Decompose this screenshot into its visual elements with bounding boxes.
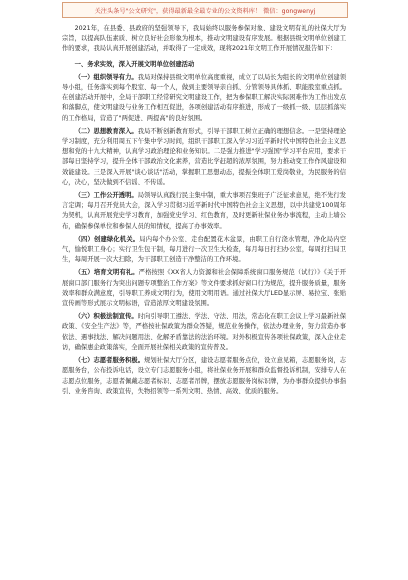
- item-paragraph-4: [62, 235, 346, 266]
- promo-banner[interactable]: [62, 2, 348, 18]
- intro-paragraph: 2021年，在县委、县政府的坚强领导下，我局始终以服务参保对象、建设文明有礼的社保大厅为宗旨，以提高队伍素质、树立良好社会形象为根本，推动文明建设有序发展。根据县级文明单位创建工作的要求，我局认真开展创建活动，并取得了一定成效，现将2021年文明工作开展情况报告如下：: [62, 25, 346, 53]
- item-heading-2: （二）思想教育深入。: [74, 127, 138, 135]
- item-heading-1: （一）组织领导有力。: [74, 73, 138, 81]
- item-heading-4: （四）创建绿化机关。: [74, 235, 140, 243]
- item-paragraph-6: [62, 312, 346, 353]
- item-body-2: 我局不断创新教育形式，引导干部职工树立正确的理想信念。一是坚持理论学习制度，充分利用周五下午集中学习时间，组织干部职工深入学习习近平新时代中国特色社会主义思想和党的十九大精神，认真学习政治理论和业务知识。二是强力推进"学习强国"学习平台应用，要求干部每日坚持学习，提升全体干部政治文化素养，营造比学赶超的浓厚氛围，努力推动变工作作风建设和效能建设。三是深入开展"谈心谈话"活动，掌握职工思想动态，提振全体职工爱岗敬业，为民服务的信心，决心，坚决做到不信谣、不传谣。: [62, 127, 347, 186]
- section-heading-1: 一、务求实效，深入开展文明单位创建活动: [74, 60, 195, 68]
- item-heading-3: （三）工作公开透明。: [74, 192, 138, 200]
- item-body-6: 时向引导职工遵法、学法、守法、用法，常态化在职工会议上学习最新社保政策、《安全生产法》等，严格按社保政策为群众答疑，规范业务操作，依法办理业务，努力营造办事依法、遇事找法、解决问题用法、化解矛盾靠法的法治环境。对外积极宣传各项社保政策，深入企业走访，确保惠企政策落实，全面开展社保相关政策的宣传普及。: [62, 313, 347, 351]
- item-paragraph-2: [62, 127, 346, 188]
- item-body-4: 局内每个办公室、走台配置花木盆景，由职工自行浇水管理，净化局内空气，愉悦职工身心；实行卫生包干制，每月进行一次卫生大检查，每月每日打扫办公室，每周打扫局卫生，每周开展一次大扫除，为干部职工创造干净整洁的工作环境。: [62, 235, 347, 264]
- item-heading-5: （五）培育文明有礼。: [74, 269, 139, 277]
- document-body: [62, 24, 346, 397]
- item-paragraph-3: [62, 191, 346, 232]
- item-paragraph-5: [62, 268, 346, 309]
- item-heading-7: （七）志愿者服务积极。: [74, 357, 145, 365]
- item-paragraph-7: [62, 356, 346, 397]
- item-body-5: 严格按照《XX省人力资源和社会保障系统窗口服务规范（试行）》《关于开展窗口部门服务行为突出问题专项整治工作方案》等文件要求抓好窗口行为规范，提升服务质量，服务效率和群众满意度，引导职工养成文明行为，使用文明用语。通过社保大厅LED显示屏、易拉宝、张贴宣传画等形式展示文明标语，营造浓厚文明建设氛围。: [62, 269, 347, 308]
- item-paragraph-1: [62, 73, 346, 124]
- promo-banner-text: 关注头条号"公文研究"，获得最新最全最专业的公文资料库！ 微信：gongwenyj: [94, 7, 316, 15]
- item-heading-6: （六）积极法制宣传。: [74, 313, 138, 321]
- item-body-3: 局领导认真践行民主集中制，重大事项召集班子广泛征求意见，绝不先行发言定调；每月召开党员大会，深入学习贯彻习近平新时代中国特色社会主义思想，以中共建党100周年为契机，认真开展党史学习教育，加强党史学习、红色教育，及时更新社保业务办事流程，主动上墙公布，确保参保单位和参保人员的知情权，提高了办事效率。: [62, 192, 347, 230]
- item-body-1: 我局对保持县级文明单位高度重视，成立了以局长为组长的文明单位创建领导小组，任务落实到每个股室、每一个人，做到主要领导亲自抓、分管领导具体抓、职能股室重点抓。在创建活动开展中，全局干部职工经常研究文明建设工作，把为参保职工解决实际困难作为工作出发点和落脚点，使文明建设与业务工作相互促进，各项创建活动有序推进，形成了一级抓一级、层层抓落实的工作格局，营造了"两促进、两提高"的良好氛围。: [62, 73, 347, 122]
- item-body-7: 规划社保大厅分区，建设志愿者服务点位，设立意见箱，志愿服务岗，志愿服务台，公布投诉电话，设立专门志愿服务小组，将社保业务开展和群众监督投诉机制，安排专人在志愿点位服务，志愿者佩戴志愿者标识、志愿者吊牌，摆放志愿服务岗标识牌，为办事群众提供办事指引、业务咨询、政策宣传，失物招领等一系列文明、热情、高效、优质的服务。: [62, 357, 347, 395]
